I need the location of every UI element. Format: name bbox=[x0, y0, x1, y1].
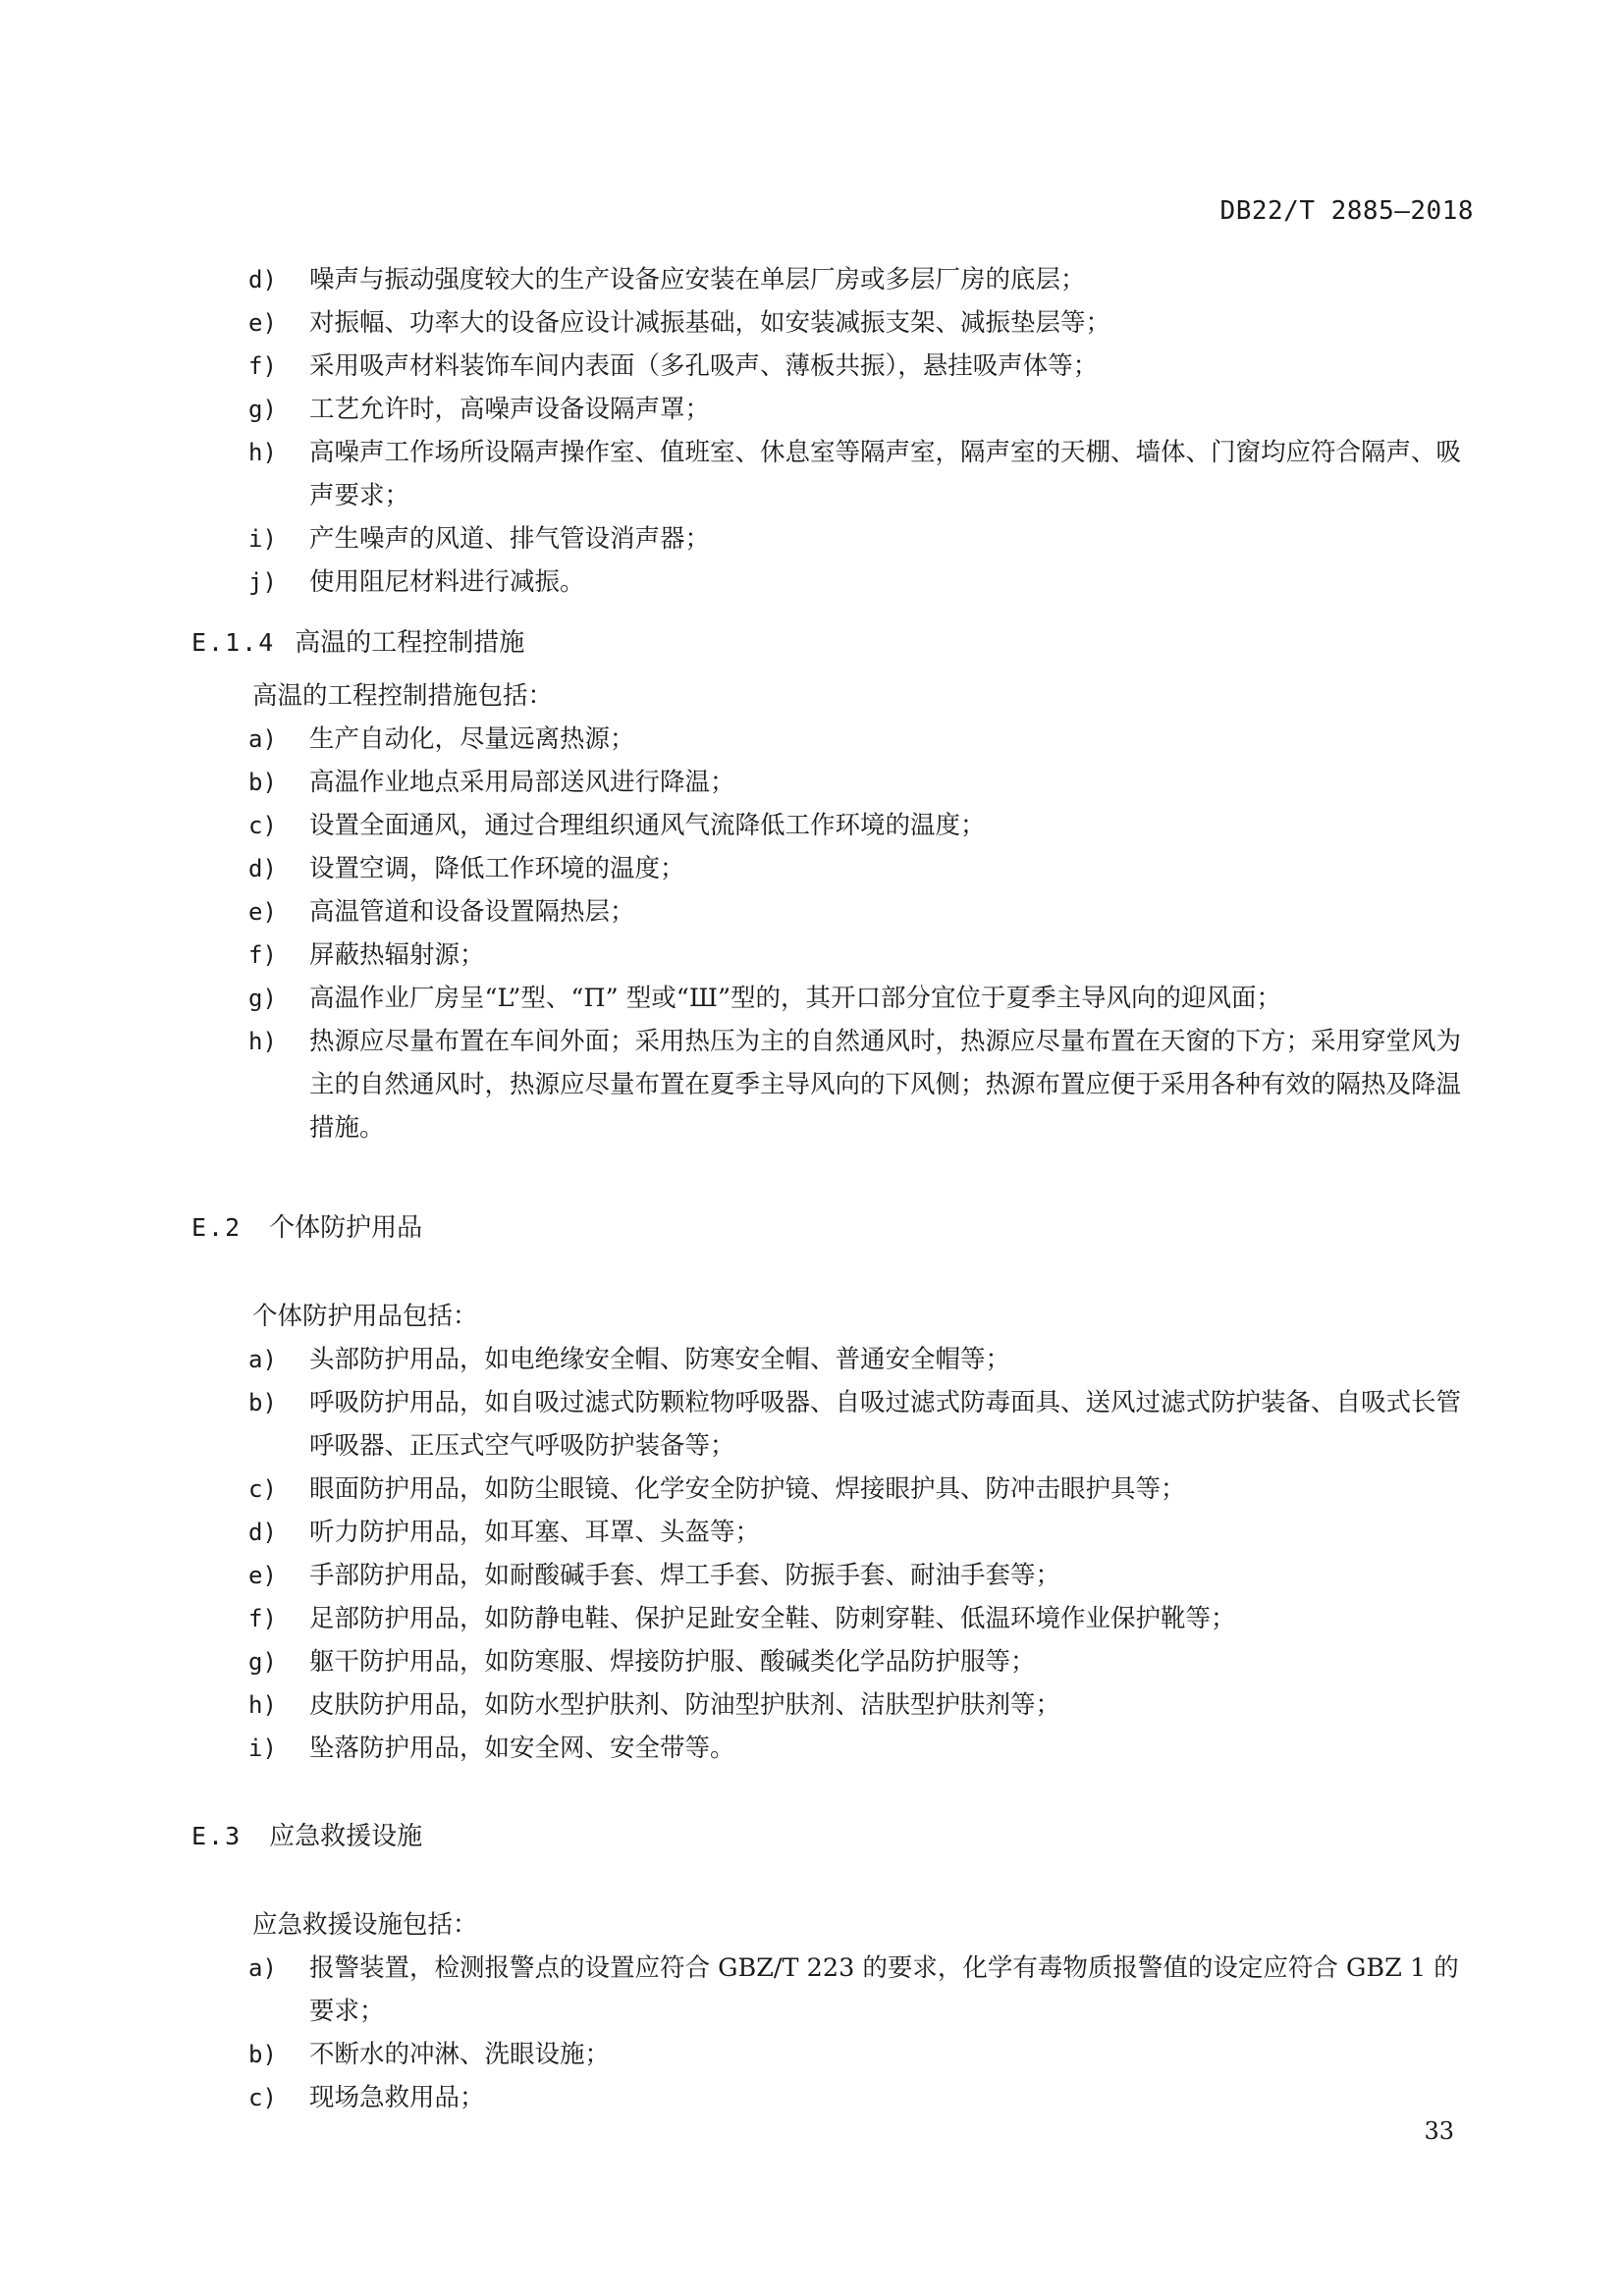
item-text: 躯干防护用品，如防寒服、焊接防护服、酸碱类化学品防护服等； bbox=[309, 1647, 1036, 1677]
list-item bbox=[191, 1727, 1478, 1770]
item-marker: d) bbox=[248, 1519, 277, 1546]
item-text: 皮肤防护用品，如防水型护肤剂、防油型护肤剂、洁肤型护肤剂等； bbox=[309, 1690, 1061, 1720]
item-marker: a) bbox=[248, 725, 277, 753]
list-item bbox=[191, 2033, 1478, 2076]
item-text: 头部防护用品，如电绝缘安全帽、防寒安全帽、普通安全帽等； bbox=[309, 1345, 1011, 1374]
item-text: 听力防护用品，如耳塞、耳罩、头盔等； bbox=[309, 1518, 761, 1547]
section-heading-e2 bbox=[191, 1206, 1478, 1250]
list-item bbox=[191, 258, 1478, 301]
item-text: 产生噪声的风道、排气管设消声器； bbox=[309, 524, 711, 554]
item-text: 使用阻尼材料进行减振。 bbox=[309, 567, 585, 597]
item-text: 高温作业厂房呈“L”型、“П” 型或“Ш”型的，其开口部分宜位于夏季主导风向的迎风面； bbox=[309, 984, 1281, 1013]
item-marker: d) bbox=[248, 266, 277, 294]
subsection-title: 高温的工程控制措施 bbox=[295, 628, 525, 658]
item-text: 高温作业地点采用局部送风进行降温； bbox=[309, 768, 735, 797]
list-item bbox=[191, 1468, 1478, 1511]
list-item bbox=[191, 890, 1478, 934]
item-marker: g) bbox=[248, 396, 277, 423]
item-marker: i) bbox=[248, 525, 277, 553]
list-item bbox=[191, 1554, 1478, 1597]
item-marker: a) bbox=[248, 1954, 277, 1982]
item-marker: g) bbox=[248, 985, 277, 1012]
item-marker: e) bbox=[248, 898, 277, 926]
item-text: 工艺允许时，高噪声设备设隔声罩； bbox=[309, 395, 711, 424]
item-marker: j) bbox=[248, 568, 277, 596]
subsection-intro: 高温的工程控制措施包括： bbox=[252, 681, 554, 711]
personal-protection-list bbox=[191, 1338, 1478, 1770]
item-marker: e) bbox=[248, 309, 277, 337]
item-marker: d) bbox=[248, 855, 277, 882]
noise-control-list bbox=[191, 258, 1478, 604]
item-text: 对振幅、功率大的设备应设计减振基础，如安装减振支架、减振垫层等； bbox=[309, 308, 1111, 338]
item-marker: c) bbox=[248, 2084, 277, 2111]
section-number: E.3 bbox=[191, 1822, 243, 1850]
item-marker: h) bbox=[248, 1691, 277, 1719]
item-text: 眼面防护用品，如防尘眼镜、化学安全防护镜、焊接眼护具、防冲击眼护具等； bbox=[309, 1474, 1186, 1504]
item-text: 不断水的冲淋、洗眼设施； bbox=[309, 2040, 611, 2069]
list-item bbox=[191, 517, 1478, 561]
list-item bbox=[191, 847, 1478, 890]
item-marker: b) bbox=[248, 1389, 277, 1416]
list-item bbox=[191, 1381, 1478, 1468]
list-item bbox=[191, 1683, 1478, 1727]
list-item bbox=[191, 1338, 1478, 1381]
item-text: 高温管道和设备设置隔热层； bbox=[309, 897, 635, 927]
subsection-heading-e14 bbox=[191, 621, 1478, 665]
item-text: 坠落防护用品，如安全网、安全带等。 bbox=[309, 1734, 735, 1763]
list-item bbox=[191, 1640, 1478, 1683]
item-marker: a) bbox=[248, 1346, 277, 1373]
list-item bbox=[191, 1020, 1478, 1149]
item-marker: b) bbox=[248, 769, 277, 796]
item-text: 呼吸防护用品，如自吸过滤式防颗粒物呼吸器、自吸过滤式防毒面具、送风过滤式防护装备、自吸式长管呼吸器、正压式空气呼吸防护装备等； bbox=[309, 1388, 1462, 1461]
item-text: 足部防护用品，如防静电鞋、保护足趾安全鞋、防刺穿鞋、低温环境作业保护靴等； bbox=[309, 1604, 1236, 1633]
item-text: 现场急救用品； bbox=[309, 2083, 485, 2112]
section-title: 个体防护用品 bbox=[269, 1213, 423, 1243]
list-item bbox=[191, 561, 1478, 604]
item-text: 设置空调，降低工作环境的温度； bbox=[309, 854, 685, 883]
list-item bbox=[191, 1947, 1478, 2033]
item-marker: h) bbox=[248, 1028, 277, 1055]
high-temperature-list bbox=[191, 718, 1478, 1149]
section-intro: 个体防护用品包括： bbox=[252, 1302, 478, 1331]
item-marker: c) bbox=[248, 1475, 277, 1503]
list-item bbox=[191, 1511, 1478, 1554]
item-marker: b) bbox=[248, 2041, 277, 2068]
item-text: 手部防护用品，如耐酸碱手套、焊工手套、防振手套、耐油手套等； bbox=[309, 1561, 1061, 1590]
section-number: E.2 bbox=[191, 1213, 243, 1242]
emergency-rescue-list bbox=[191, 1947, 1478, 2119]
list-item bbox=[191, 301, 1478, 345]
list-item bbox=[191, 934, 1478, 977]
item-text: 噪声与振动强度较大的生产设备应安装在单层厂房或多层厂房的底层； bbox=[309, 265, 1086, 294]
section-title: 应急救援设施 bbox=[269, 1822, 423, 1851]
item-marker: e) bbox=[248, 1562, 277, 1589]
list-item bbox=[191, 977, 1478, 1020]
item-marker: g) bbox=[248, 1648, 277, 1676]
section-heading-e3 bbox=[191, 1815, 1478, 1858]
item-marker: h) bbox=[248, 439, 277, 466]
item-marker: f) bbox=[248, 1605, 277, 1632]
item-marker: f) bbox=[248, 941, 277, 969]
page-body bbox=[191, 258, 1478, 2119]
item-marker: i) bbox=[248, 1735, 277, 1762]
item-text: 热源应尽量布置在车间外面；采用热压为主的自然通风时，热源应尽量布置在天窗的下方；采用穿堂风为主的自然通风时，热源应尽量布置在夏季主导风向的下风侧；热源布置应便于采用各种有效的隔热及降温措施。 bbox=[309, 1027, 1462, 1143]
item-text: 设置全面通风，通过合理组织通风气流降低工作环境的温度； bbox=[309, 811, 986, 840]
item-text: 报警装置，检测报警点的设置应符合 GBZ/T 223 的要求，化学有毒物质报警值的设定应符合 GBZ 1 的要求； bbox=[309, 1953, 1459, 2026]
item-marker: f) bbox=[248, 352, 277, 380]
item-text: 采用吸声材料装饰车间内表面（多孔吸声、薄板共振），悬挂吸声体等； bbox=[309, 351, 1099, 381]
document-code: DB22/T 2885—2018 bbox=[1219, 196, 1474, 226]
list-item bbox=[191, 1597, 1478, 1640]
list-item bbox=[191, 345, 1478, 388]
list-item bbox=[191, 804, 1478, 847]
page-number: 33 bbox=[1424, 2117, 1454, 2145]
subsection-number: E.1.4 bbox=[191, 628, 276, 657]
list-item bbox=[191, 388, 1478, 431]
item-marker: c) bbox=[248, 812, 277, 839]
list-item bbox=[191, 2076, 1478, 2119]
item-text: 屏蔽热辐射源； bbox=[309, 940, 485, 970]
item-text: 高噪声工作场所设隔声操作室、值班室、休息室等隔声室，隔声室的天棚、墙体、门窗均应符合隔声、吸声要求； bbox=[309, 438, 1462, 510]
section-intro: 应急救援设施包括： bbox=[252, 1910, 478, 1940]
item-text: 生产自动化，尽量远离热源； bbox=[309, 724, 635, 754]
list-item bbox=[191, 761, 1478, 804]
list-item bbox=[191, 718, 1478, 761]
list-item bbox=[191, 431, 1478, 517]
